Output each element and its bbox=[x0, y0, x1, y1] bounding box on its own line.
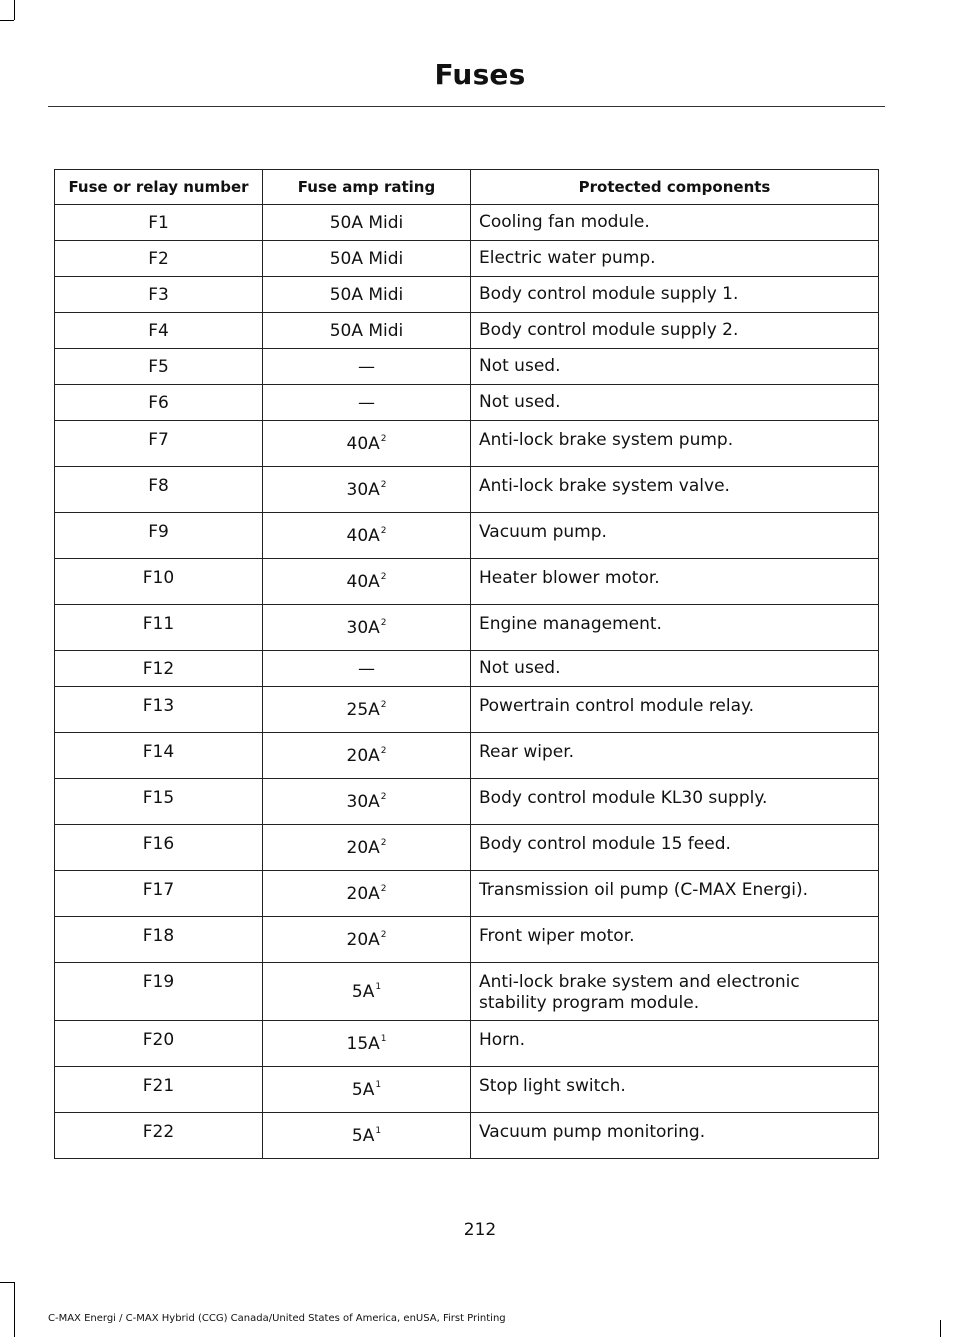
table-row bbox=[55, 917, 879, 963]
fuse-number: F12 bbox=[55, 651, 263, 687]
amp-rating bbox=[263, 733, 471, 779]
fuse-number: F1 bbox=[55, 205, 263, 241]
header-fuse-number: Fuse or relay number bbox=[55, 170, 263, 205]
amp-rating bbox=[263, 687, 471, 733]
fuse-number: F8 bbox=[55, 467, 263, 513]
amp-rating bbox=[263, 313, 471, 349]
fuse-number: F22 bbox=[55, 1113, 263, 1159]
table-row bbox=[55, 825, 879, 871]
fuse-number: F9 bbox=[55, 513, 263, 559]
amp-value: 50A Midi bbox=[329, 212, 404, 233]
footnote-marker: 1 bbox=[375, 1125, 382, 1136]
footnote-marker: 2 bbox=[380, 571, 387, 582]
amp-value: 20A bbox=[346, 883, 380, 904]
table-row bbox=[55, 385, 879, 421]
table-row bbox=[55, 467, 879, 513]
fuse-number: F3 bbox=[55, 277, 263, 313]
table-row bbox=[55, 1021, 879, 1067]
fuse-number: F20 bbox=[55, 1021, 263, 1067]
fuse-number: F14 bbox=[55, 733, 263, 779]
fuse-number: F15 bbox=[55, 779, 263, 825]
fuse-number: F2 bbox=[55, 241, 263, 277]
table-row bbox=[55, 1067, 879, 1113]
amp-rating bbox=[263, 917, 471, 963]
table-row bbox=[55, 1113, 879, 1159]
crop-mark bbox=[0, 20, 14, 21]
amp-value: 15A bbox=[346, 1033, 380, 1054]
amp-rating bbox=[263, 277, 471, 313]
protected-components: Powertrain control module relay. bbox=[471, 687, 879, 733]
table-row bbox=[55, 513, 879, 559]
footnote-marker: 1 bbox=[375, 981, 382, 992]
fuse-number: F18 bbox=[55, 917, 263, 963]
fuse-number: F5 bbox=[55, 349, 263, 385]
amp-value: 20A bbox=[346, 745, 380, 766]
protected-components: Engine management. bbox=[471, 605, 879, 651]
amp-rating bbox=[263, 1113, 471, 1159]
table-row bbox=[55, 779, 879, 825]
footnote-marker: 2 bbox=[380, 929, 387, 940]
protected-components: Rear wiper. bbox=[471, 733, 879, 779]
table-row bbox=[55, 349, 879, 385]
amp-rating bbox=[263, 825, 471, 871]
amp-rating bbox=[263, 605, 471, 651]
footnote-marker: 1 bbox=[375, 1079, 382, 1090]
protected-components: Electric water pump. bbox=[471, 241, 879, 277]
footnote-marker: 2 bbox=[380, 433, 387, 444]
crop-mark bbox=[14, 0, 15, 20]
protected-components: Not used. bbox=[471, 385, 879, 421]
footnote-marker: 2 bbox=[380, 617, 387, 628]
fuse-number: F7 bbox=[55, 421, 263, 467]
protected-components: Front wiper motor. bbox=[471, 917, 879, 963]
amp-rating bbox=[263, 1021, 471, 1067]
protected-components: Vacuum pump monitoring. bbox=[471, 1113, 879, 1159]
fuse-number: F11 bbox=[55, 605, 263, 651]
amp-value: 50A Midi bbox=[329, 284, 404, 305]
fuse-table-body bbox=[55, 205, 879, 1159]
protected-components: Horn. bbox=[471, 1021, 879, 1067]
fuse-number: F16 bbox=[55, 825, 263, 871]
page-title: Fuses bbox=[434, 58, 526, 91]
protected-components: Cooling fan module. bbox=[471, 205, 879, 241]
table-row bbox=[55, 313, 879, 349]
footnote-marker: 2 bbox=[380, 791, 387, 802]
footnote-marker: 2 bbox=[380, 479, 387, 490]
amp-value: — bbox=[358, 356, 375, 377]
amp-rating bbox=[263, 779, 471, 825]
page-number: 212 bbox=[463, 1220, 497, 1240]
crop-mark bbox=[940, 1320, 941, 1337]
amp-rating bbox=[263, 559, 471, 605]
amp-rating bbox=[263, 513, 471, 559]
protected-components: Anti-lock brake system valve. bbox=[471, 467, 879, 513]
protected-components: Heater blower motor. bbox=[471, 559, 879, 605]
protected-components: Not used. bbox=[471, 349, 879, 385]
footnote-marker: 2 bbox=[380, 837, 387, 848]
amp-value: 50A Midi bbox=[329, 248, 404, 269]
amp-value: 30A bbox=[346, 479, 380, 500]
protected-components: Stop light switch. bbox=[471, 1067, 879, 1113]
footnote-marker: 2 bbox=[380, 883, 387, 894]
table-row bbox=[55, 687, 879, 733]
amp-rating bbox=[263, 467, 471, 513]
table-row bbox=[55, 733, 879, 779]
protected-components: Not used. bbox=[471, 651, 879, 687]
amp-value: 5A bbox=[351, 1079, 375, 1100]
amp-value: 40A bbox=[346, 525, 380, 546]
amp-rating bbox=[263, 349, 471, 385]
fuse-table bbox=[54, 169, 879, 1159]
amp-value: — bbox=[358, 392, 375, 413]
protected-components: Vacuum pump. bbox=[471, 513, 879, 559]
table-row bbox=[55, 605, 879, 651]
table-row bbox=[55, 277, 879, 313]
amp-value: 30A bbox=[346, 791, 380, 812]
protected-components: Anti-lock brake system and electronic stability program module. bbox=[471, 963, 879, 1021]
amp-value: 5A bbox=[351, 1125, 375, 1146]
amp-value: 40A bbox=[346, 433, 380, 454]
table-row bbox=[55, 963, 879, 1021]
amp-value: 50A Midi bbox=[329, 320, 404, 341]
amp-rating bbox=[263, 421, 471, 467]
fuse-number: F17 bbox=[55, 871, 263, 917]
header-protected-components: Protected components bbox=[471, 170, 879, 205]
protected-components: Body control module supply 2. bbox=[471, 313, 879, 349]
protected-components: Body control module supply 1. bbox=[471, 277, 879, 313]
table-row bbox=[55, 205, 879, 241]
amp-value: 25A bbox=[346, 699, 380, 720]
amp-rating bbox=[263, 651, 471, 687]
amp-value: 5A bbox=[351, 981, 375, 1002]
fuse-number: F13 bbox=[55, 687, 263, 733]
title-divider bbox=[48, 106, 885, 107]
protected-components: Transmission oil pump (C-MAX Energi). bbox=[471, 871, 879, 917]
amp-rating bbox=[263, 205, 471, 241]
amp-value: 30A bbox=[346, 617, 380, 638]
header-amp-rating: Fuse amp rating bbox=[263, 170, 471, 205]
table-row bbox=[55, 241, 879, 277]
table-row bbox=[55, 559, 879, 605]
protected-components: Body control module KL30 supply. bbox=[471, 779, 879, 825]
footnote-marker: 2 bbox=[380, 745, 387, 756]
crop-mark bbox=[14, 1282, 15, 1337]
amp-rating bbox=[263, 963, 471, 1021]
footnote-marker: 1 bbox=[380, 1033, 387, 1044]
amp-value: 20A bbox=[346, 837, 380, 858]
footer-text: C-MAX Energi / C-MAX Hybrid (CCG) Canada/United States of America, enUSA, First Printing bbox=[48, 1313, 506, 1324]
amp-value: 20A bbox=[346, 929, 380, 950]
fuse-number: F19 bbox=[55, 963, 263, 1021]
amp-rating bbox=[263, 871, 471, 917]
footnote-marker: 2 bbox=[380, 699, 387, 710]
fuse-number: F10 bbox=[55, 559, 263, 605]
footnote-marker: 2 bbox=[380, 525, 387, 536]
fuse-number: F6 bbox=[55, 385, 263, 421]
table-header-row bbox=[55, 170, 879, 205]
protected-components: Anti-lock brake system pump. bbox=[471, 421, 879, 467]
table-row bbox=[55, 421, 879, 467]
amp-rating bbox=[263, 241, 471, 277]
table-row bbox=[55, 651, 879, 687]
fuse-number: F21 bbox=[55, 1067, 263, 1113]
amp-value: — bbox=[358, 658, 375, 679]
crop-mark bbox=[0, 1282, 14, 1283]
amp-value: 40A bbox=[346, 571, 380, 592]
amp-rating bbox=[263, 1067, 471, 1113]
table-row bbox=[55, 871, 879, 917]
protected-components: Body control module 15 feed. bbox=[471, 825, 879, 871]
amp-rating bbox=[263, 385, 471, 421]
fuse-number: F4 bbox=[55, 313, 263, 349]
